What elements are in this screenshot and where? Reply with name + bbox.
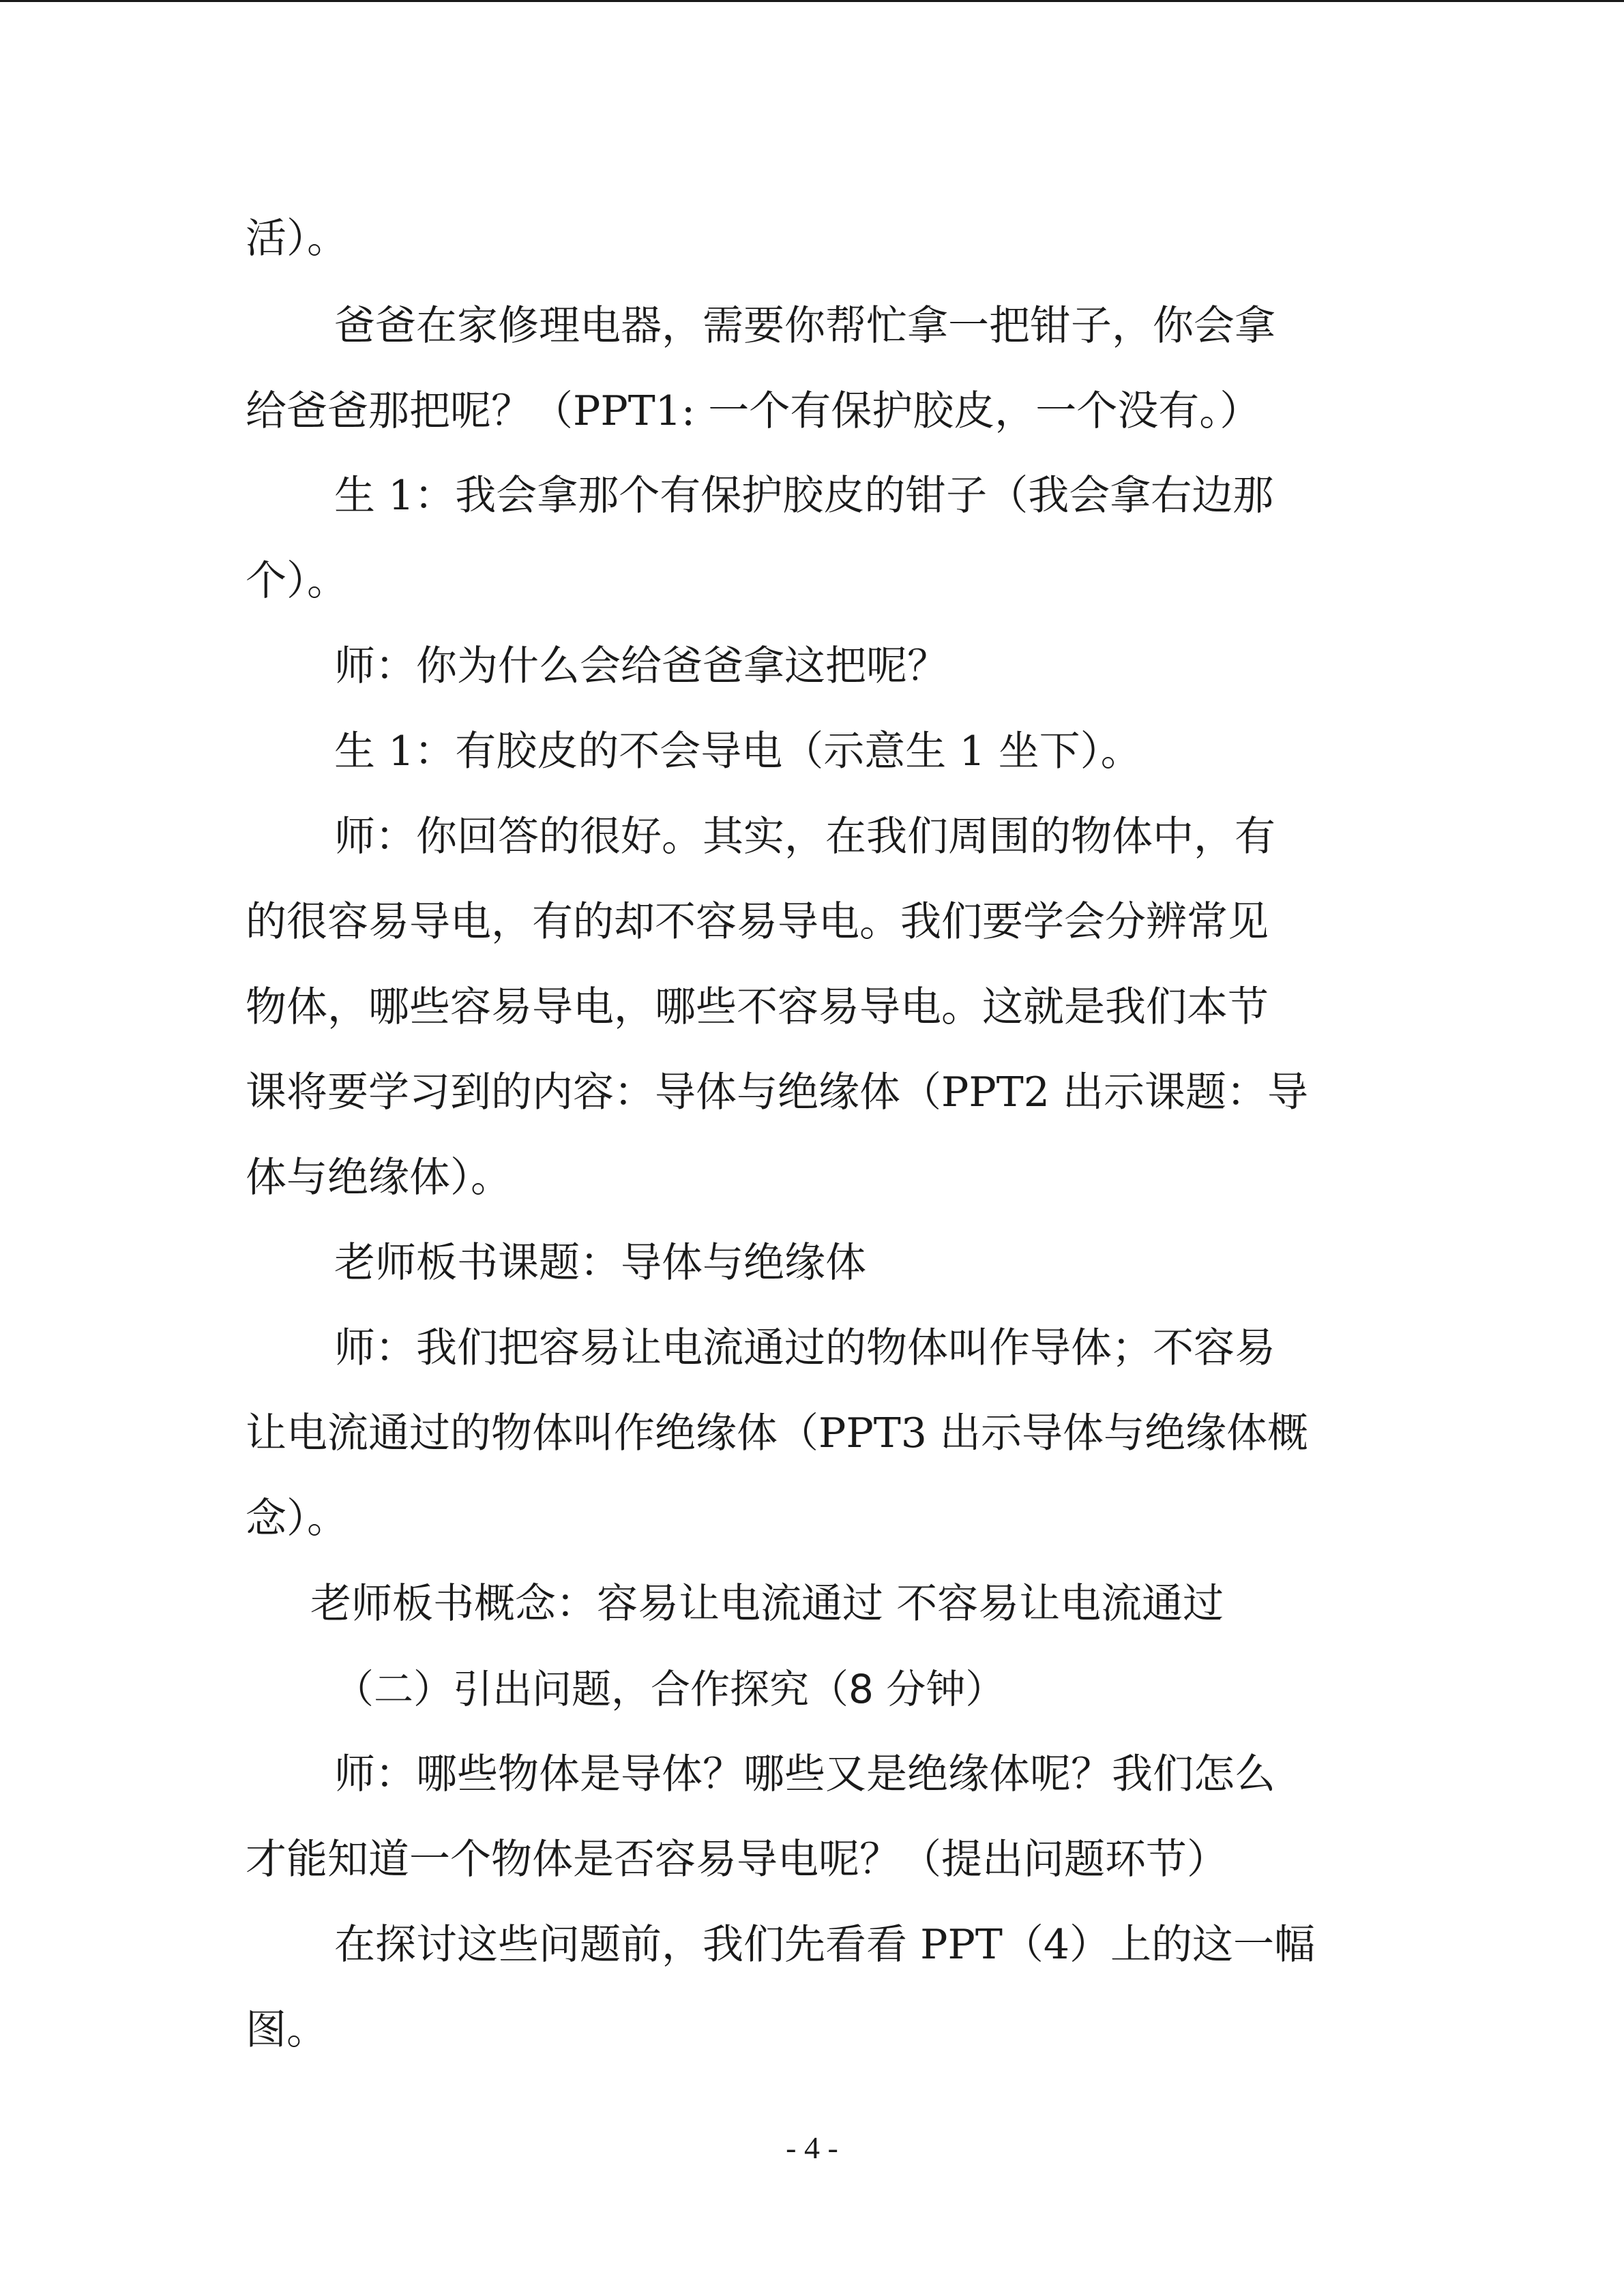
text-line: 才能知道一个物体是否容易导电呢？（提出问题环节） [246, 1836, 1228, 1883]
page-number: - 4 - [786, 2130, 838, 2165]
text-line: 让电流通过的物体叫作绝缘体（PPT3 出示导体与绝缘体概 [246, 1410, 1309, 1457]
text-line: 爸爸在家修理电器，需要你帮忙拿一把钳子，你会拿 [334, 302, 1275, 350]
text-line: 给爸爸那把呢？（PPT1: 一个有保护胶皮，一个没有。） [246, 387, 1261, 435]
text-line: 课将要学习到的内容：导体与绝缘体（PPT2 出示课题：导 [246, 1069, 1309, 1116]
text-line: 念）。 [246, 1495, 348, 1542]
text-line: 在探讨这些问题前，我们先看看 PPT（4）上的这一幅 [334, 1921, 1316, 1969]
text-line: 的很容易导电，有的却不容易导电。我们要学会分辨常见 [246, 898, 1269, 946]
text-line: 老师板书概念：容易让电流通过 不容易让电流通过 [310, 1580, 1224, 1628]
text-line: 活）。 [246, 215, 348, 263]
text-line: 师：你为什么会给爸爸拿这把呢？ [334, 642, 948, 690]
text-line: 体与绝缘体）。 [246, 1154, 512, 1202]
text-line: 物体，哪些容易导电，哪些不容易导电。这就是我们本节 [246, 983, 1269, 1031]
text-line: 图。 [246, 2006, 327, 2054]
text-line: 生 1：我会拿那个有保护胶皮的钳子（我会拿右边那 [334, 472, 1274, 520]
text-line: 生 1：有胶皮的不会导电（示意生 1 坐下）。 [334, 728, 1142, 775]
top-border-line [0, 0, 1624, 2]
section-heading: （二）引出问题，合作探究（8 分钟） [334, 1666, 1005, 1712]
text-line: 师：哪些物体是导体？哪些又是绝缘体呢？我们怎么 [334, 1750, 1275, 1798]
text-line: 师：你回答的很好。其实，在我们周围的物体中，有 [334, 813, 1275, 861]
text-line: 个）。 [246, 557, 348, 605]
text-line: 老师板书课题：导体与绝缘体 [334, 1239, 866, 1287]
text-line: 师：我们把容易让电流通过的物体叫作导体；不容易 [334, 1324, 1275, 1372]
